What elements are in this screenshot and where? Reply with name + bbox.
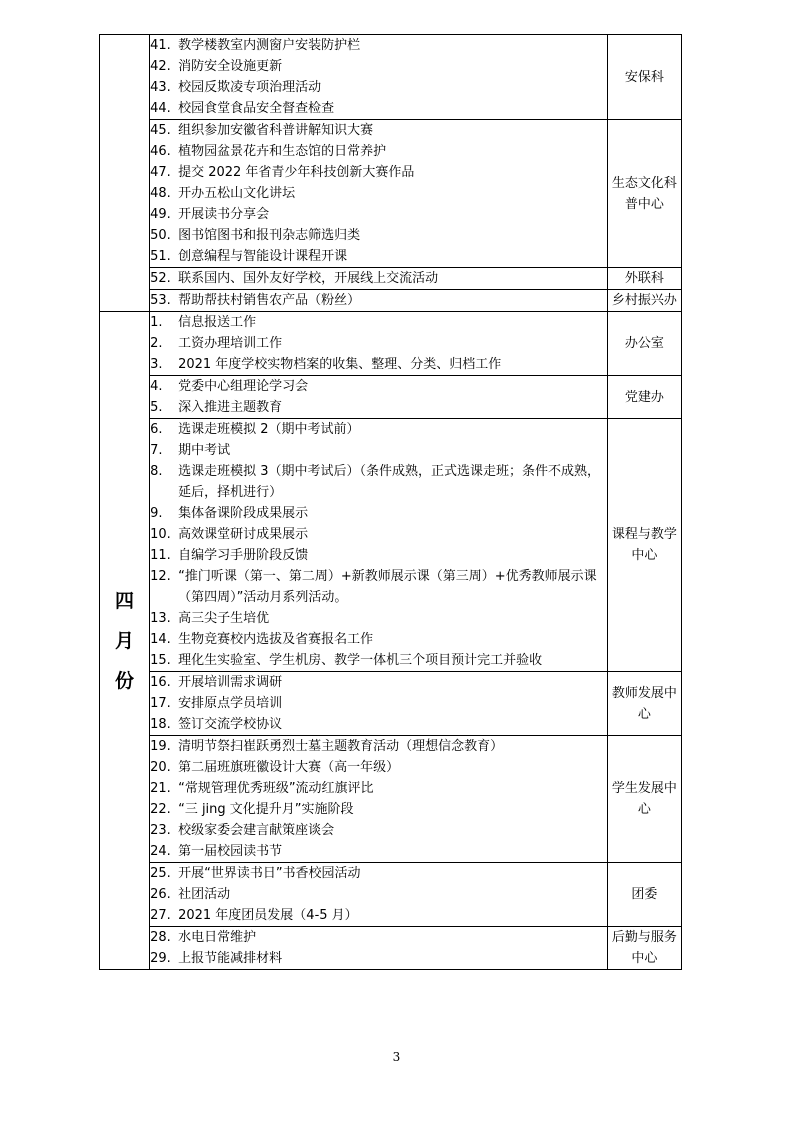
task-number: 41. [150,38,171,53]
task-number: 51. [150,249,171,264]
task-item [150,714,607,735]
table-row [100,120,682,268]
task-item [150,77,607,98]
task-item [150,948,607,969]
department-cell: 党建办 [607,376,681,419]
task-item [150,162,607,183]
task-number: 5. [150,400,163,415]
task-number: 52. [150,271,171,286]
table-row [100,268,682,290]
task-item [150,503,607,524]
task-text: 生物竞赛校内选拔及省赛报名工作 [178,632,374,647]
task-number: 45. [150,123,171,138]
task-number: 24. [150,844,171,859]
task-text: 社团活动 [178,887,231,902]
task-text: 开展“世界读书日”书香校园活动 [178,866,361,881]
task-item [150,397,607,418]
task-item [150,204,607,225]
task-item [150,608,607,629]
task-item [150,56,607,77]
task-text: 党委中心组理论学习会 [178,379,309,394]
task-number: 8. [150,464,163,479]
task-text: 水电日常维护 [178,930,257,945]
task-number: 28. [150,930,171,945]
task-item [150,246,607,267]
task-number: 12. [150,569,171,584]
task-number: 48. [150,186,171,201]
task-number: 17. [150,696,171,711]
task-number: 2. [150,336,163,351]
task-text: “三 jing 文化提升月”实施阶段 [178,802,354,817]
task-text: “推门听课（第一、第二周）+新教师展示课（第三周）+优秀教师展示课（第四周）”活动月系列活动。 [178,569,597,605]
table-row [100,672,682,736]
task-item [150,461,607,503]
task-number: 9. [150,506,163,521]
task-text: 高三尖子生培优 [178,611,270,626]
task-list-cell [150,290,608,312]
task-list-cell [150,35,608,120]
department-cell: 办公室 [607,312,681,376]
task-item [150,863,607,884]
task-text: 消防安全设施更新 [178,59,283,74]
task-number: 13. [150,611,171,626]
task-list-cell [150,736,608,863]
task-text: 教学楼教室内测窗户安装防护栏 [178,38,361,53]
task-item [150,820,607,841]
department-cell: 外联科 [607,268,681,290]
task-number: 14. [150,632,171,647]
task-text: 校园反欺凌专项治理活动 [178,80,322,95]
task-item [150,757,607,778]
task-number: 7. [150,443,163,458]
task-item [150,799,607,820]
table-row [100,290,682,312]
task-item [150,629,607,650]
task-number: 27. [150,908,171,923]
task-number: 53. [150,293,171,308]
task-number: 21. [150,781,171,796]
task-number: 23. [150,823,171,838]
department-cell: 学生发展中心 [607,736,681,863]
department-cell: 教师发展中心 [607,672,681,736]
task-item [150,672,607,693]
task-text: 校级家委会建言献策座谈会 [178,823,335,838]
page-number: 3 [392,1050,401,1064]
task-text: 期中考试 [178,443,231,458]
task-item [150,440,607,461]
task-text: 提交 2022 年省青少年科技创新大赛作品 [178,165,415,180]
table-body [100,35,682,970]
task-number: 6. [150,422,163,437]
task-text: 开展读书分享会 [178,207,270,222]
task-item [150,312,607,333]
task-text: 校园食堂食品安全督查检查 [178,101,335,116]
task-list-cell [150,419,608,672]
task-number: 29. [150,951,171,966]
task-number: 44. [150,101,171,116]
table-row [100,35,682,120]
task-item [150,778,607,799]
task-list-cell [150,927,608,970]
task-text: 理化生实验室、学生机房、教学一体机三个项目预计完工并验收 [178,653,543,668]
work-plan-table [99,34,682,970]
task-number: 49. [150,207,171,222]
task-number: 47. [150,165,171,180]
task-item [150,927,607,948]
month-label-char: 四 [115,589,135,612]
task-text: 帮助帮扶村销售农产品（粉丝） [178,293,361,308]
task-item [150,841,607,862]
task-list-cell [150,120,608,268]
task-text: 创意编程与智能设计课程开课 [178,249,348,264]
task-number: 4. [150,379,163,394]
task-text: 工资办理培训工作 [178,336,283,351]
task-text: 上报节能减排材料 [178,951,283,966]
task-item [150,290,607,311]
task-text: 2021 年度学校实物档案的收集、整理、分类、归档工作 [178,357,502,372]
task-number: 15. [150,653,171,668]
month-label-cell [100,312,150,970]
task-number: 50. [150,228,171,243]
task-number: 3. [150,357,163,372]
task-text: 签订交流学校协议 [178,717,283,732]
task-text: 自编学习手册阶段反馈 [178,548,309,563]
task-list-cell [150,672,608,736]
task-number: 11. [150,548,171,563]
task-item [150,736,607,757]
task-item [150,183,607,204]
department-cell: 安保科 [607,35,681,120]
task-item [150,141,607,162]
month-label-char: 份 [115,669,135,692]
task-number: 22. [150,802,171,817]
task-text: 高效课堂研讨成果展示 [178,527,309,542]
task-text: 清明节祭扫崔跃勇烈士墓主题教育活动（理想信念教育） [178,739,504,754]
task-number: 10. [150,527,171,542]
task-list-cell [150,376,608,419]
department-cell: 课程与教学中心 [607,419,681,672]
task-number: 18. [150,717,171,732]
task-number: 19. [150,739,171,754]
task-item [150,98,607,119]
task-text: 安排原点学员培训 [178,696,283,711]
task-number: 26. [150,887,171,902]
task-item [150,524,607,545]
task-text: 联系国内、国外友好学校，开展线上交流活动 [178,271,439,286]
task-text: 选课走班模拟 2（期中考试前） [178,422,360,437]
task-number: 16. [150,675,171,690]
task-item [150,693,607,714]
task-list-cell [150,312,608,376]
month-label-char: 月 [115,629,135,652]
task-number: 43. [150,80,171,95]
task-item [150,905,607,926]
table-row [100,312,682,376]
task-text: 开办五松山文化讲坛 [178,186,296,201]
task-item [150,120,607,141]
month-cell-continued [100,35,150,312]
task-list-cell [150,863,608,927]
task-number: 1. [150,315,163,330]
task-item [150,419,607,440]
task-text: “常规管理优秀班级”流动红旗评比 [178,781,374,796]
task-text: 集体备课阶段成果展示 [178,506,309,521]
task-text: 图书馆图书和报刊杂志筛选归类 [178,228,361,243]
task-item [150,35,607,56]
task-text: 第一届校园读书节 [178,844,283,859]
task-item [150,650,607,671]
task-item [150,566,607,608]
department-cell: 乡村振兴办 [607,290,681,312]
task-text: 第二届班旗班徽设计大赛（高一年级） [178,760,400,775]
task-text: 选课走班模拟 3（期中考试后）（条件成熟，正式选课走班；条件不成熟，延后，择机进行） [178,464,600,500]
task-item [150,225,607,246]
task-number: 46. [150,144,171,159]
task-number: 25. [150,866,171,881]
table-row [100,863,682,927]
task-text: 组织参加安徽省科普讲解知识大赛 [178,123,374,138]
department-cell: 生态文化科普中心 [607,120,681,268]
task-item [150,545,607,566]
task-item [150,884,607,905]
task-text: 信息报送工作 [178,315,257,330]
table-row [100,927,682,970]
task-item [150,268,607,289]
task-list-cell [150,268,608,290]
task-item [150,376,607,397]
table-row [100,736,682,863]
table-row [100,419,682,672]
task-text: 深入推进主题教育 [178,400,283,415]
task-number: 42. [150,59,171,74]
table-row [100,376,682,419]
task-item [150,333,607,354]
task-text: 开展培训需求调研 [178,675,283,690]
task-text: 2021 年度团员发展（4-5 月） [178,908,358,923]
department-cell: 团委 [607,863,681,927]
task-item [150,354,607,375]
task-text: 植物园盆景花卉和生态馆的日常养护 [178,144,387,159]
month-label [115,581,134,701]
department-cell: 后勤与服务中心 [607,927,681,970]
task-number: 20. [150,760,171,775]
